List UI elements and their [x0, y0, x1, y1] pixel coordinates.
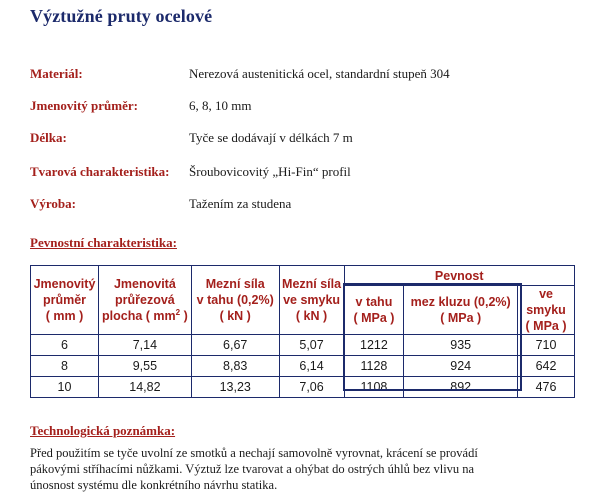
cell: 935 — [404, 335, 518, 356]
header-line: Mezní síla — [205, 277, 265, 291]
note-line: únosnost systému dle konkrétního návrhu statika. — [30, 478, 278, 492]
header-line: Mezní síla — [282, 277, 342, 291]
property-value: 6, 8, 10 mm — [189, 98, 252, 113]
property-label: Délka: — [30, 130, 67, 145]
header-line: ve smyku — [283, 293, 341, 307]
cell: 642 — [518, 356, 575, 377]
header-text: ) — [180, 309, 188, 323]
property-value: Nerezová austenitická ocel, standardní stupeň 304 — [189, 66, 450, 81]
header-line — [99, 308, 191, 324]
cell: 1212 — [344, 335, 404, 356]
cell: 6,67 — [191, 335, 279, 356]
property-label: Materiál: — [30, 66, 83, 81]
cell: 6 — [31, 335, 99, 356]
cell: 710 — [518, 335, 575, 356]
table-header-row — [31, 266, 575, 286]
cell: 10 — [31, 377, 99, 398]
table-row — [31, 335, 575, 356]
note-title: Technologická poznámka: — [30, 423, 176, 438]
header-yield-strength — [404, 286, 518, 335]
header-line: ( MPa ) — [353, 311, 395, 325]
header-shear-strength — [518, 286, 575, 335]
header-line: ( mm ) — [45, 309, 84, 323]
property-value: Tyče se dodávají v délkách 7 m — [189, 130, 353, 145]
cell: 7,06 — [279, 377, 344, 398]
header-line: průměr — [42, 293, 87, 307]
header-line: v tahu (0,2%) — [196, 293, 274, 307]
header-line: ( MPa ) — [440, 311, 482, 325]
page-title: Výztužné pruty ocelové — [30, 6, 213, 26]
header-line: ve smyku — [526, 287, 566, 317]
cell: 5,07 — [279, 335, 344, 356]
header-line: ( kN ) — [295, 309, 328, 323]
header-line: v tahu — [355, 295, 393, 309]
header-line: Jmenovitý — [33, 277, 96, 291]
cell: 8,83 — [191, 356, 279, 377]
technological-note — [30, 445, 600, 493]
header-line: Jmenovitá — [113, 277, 176, 291]
property-label: Tvarová charakteristika: — [30, 164, 170, 179]
cell: 6,14 — [279, 356, 344, 377]
header-strength: Pevnost — [344, 266, 575, 286]
cell: 9,55 — [98, 356, 191, 377]
table-row — [31, 377, 575, 398]
header-nominal-diameter — [31, 266, 99, 335]
table-row — [31, 356, 575, 377]
property-label: Jmenovitý průměr: — [30, 98, 138, 113]
strength-section-title: Pevnostní charakteristika: — [30, 235, 177, 250]
header-tensile-force — [191, 266, 279, 335]
cell: 14,82 — [98, 377, 191, 398]
cell: 13,23 — [191, 377, 279, 398]
header-line: průřezová — [115, 293, 175, 307]
note-line: Před použitím se tyče uvolní ze smotků a nechají samovolně vyrovnat, krácení se provádí — [30, 446, 478, 460]
cell: 1128 — [344, 356, 404, 377]
header-line: ( kN ) — [219, 309, 251, 323]
property-label: Výroba: — [30, 196, 76, 211]
cell: 892 — [404, 377, 518, 398]
cell: 476 — [518, 377, 575, 398]
header-line: mez kluzu (0,2%) — [410, 295, 511, 309]
property-value: Šroubovicovitý „Hi-Fin“ profil — [189, 164, 351, 179]
header-cross-section — [98, 266, 191, 335]
header-text: plocha ( mm — [102, 309, 176, 323]
note-line: pákovými stříhacími nůžkami. Výztuž lze tvarovat a ohýbat do ostrých úhlů bez vlivu na — [30, 462, 475, 476]
header-tensile-strength — [344, 286, 404, 335]
cell: 7,14 — [98, 335, 191, 356]
property-value: Tažením za studena — [189, 196, 292, 211]
superscript: 2 — [175, 307, 181, 317]
cell: 1108 — [344, 377, 404, 398]
cell: 924 — [404, 356, 518, 377]
strength-table — [30, 265, 575, 398]
header-line: ( MPa ) — [525, 319, 567, 333]
cell: 8 — [31, 356, 99, 377]
header-shear-force — [279, 266, 344, 335]
